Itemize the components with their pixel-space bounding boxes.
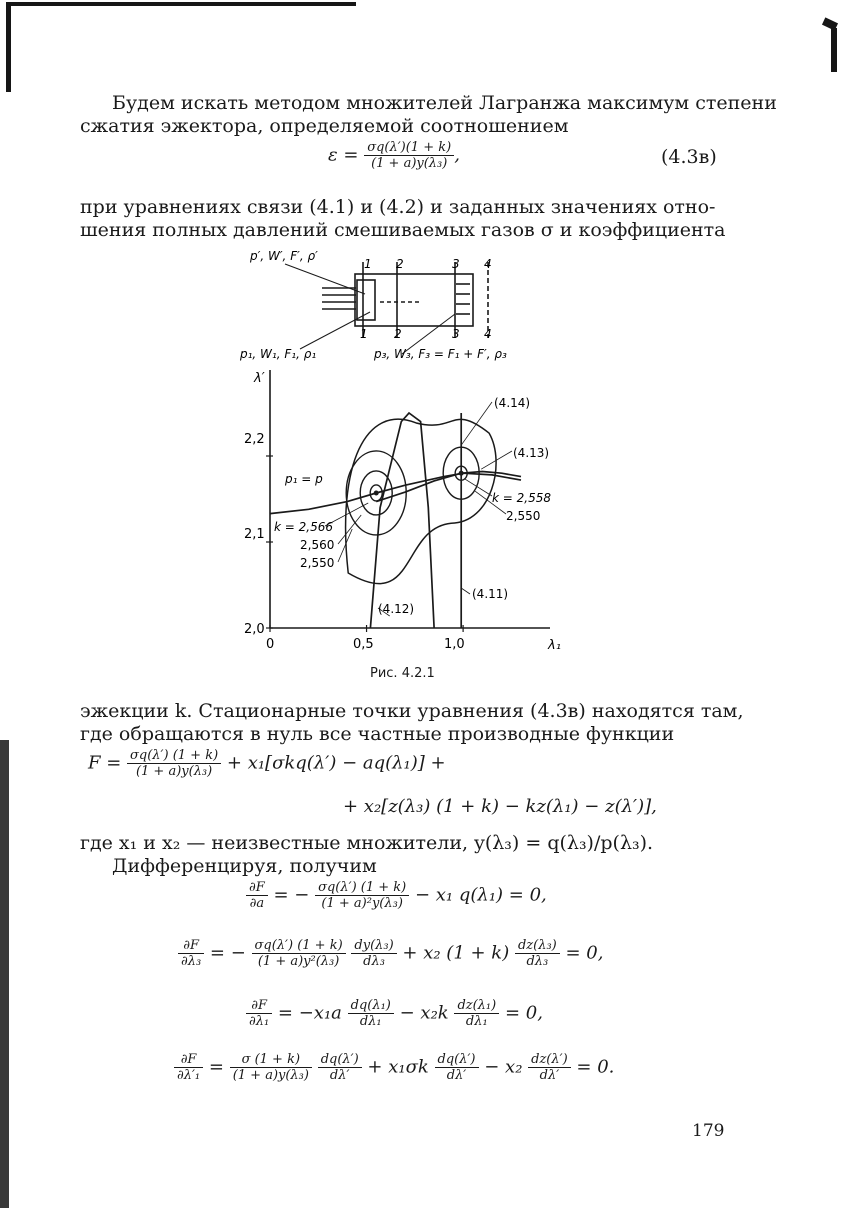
multipliers-line: где x₁ и x₂ — неизвестные множители, y(λ₃) = q(λ₃)/p(λ₃). xyxy=(80,832,654,854)
F-rest-1: + x₁[σkq(λ′) − aq(λ₁)] + xyxy=(226,752,446,774)
d2-num: ∂F xyxy=(178,938,204,954)
ejection-line1: эжекции k. Стационарные точки уравнения (4.3в) находятся там, xyxy=(80,700,744,722)
d4-num: ∂F xyxy=(174,1052,203,1068)
d2-mid: + x₂ (1 + k) xyxy=(402,942,510,964)
epsilon-numerator: σq(λ′)(1 + k) xyxy=(364,140,454,156)
derivative-dlambda3 xyxy=(178,938,603,969)
stationary-point-1 xyxy=(459,471,464,476)
scan-border-left xyxy=(6,2,11,92)
epsilon-tail: , xyxy=(454,144,460,166)
left-k-label-3: 2,550 xyxy=(300,556,335,570)
epsilon-lhs: ε = xyxy=(328,144,359,166)
lagrange-function-cont: + x₂[z(λ₃) (1 + k) − kz(λ₁) − z(λ′)], xyxy=(343,796,657,817)
figure-4-2-1 xyxy=(230,244,590,664)
F-numerator: σq(λ′) (1 + k) xyxy=(127,748,221,764)
d4-mid: + x₁σk xyxy=(367,1056,429,1078)
y-tick-2-0: 2,0 xyxy=(244,622,265,637)
d4-fnum: σ (1 + k) xyxy=(230,1052,312,1068)
d3-gnum: dz(λ₁) xyxy=(454,998,499,1014)
lagrange-function xyxy=(88,748,446,779)
left-k-label-2: 2,560 xyxy=(300,538,335,552)
series--4-12- xyxy=(370,413,434,628)
schematic-bottom-left: p₁, W₁, F₁, ρ₁ xyxy=(240,347,317,361)
d3-fnum: dq(λ₁) xyxy=(348,998,394,1014)
d3-fden: dλ₁ xyxy=(359,1014,382,1029)
d2-gden: dλ₃ xyxy=(363,954,385,969)
label-4-13: (4.13) xyxy=(513,446,550,460)
section-bottom-label-1: 1 xyxy=(360,327,368,341)
d2-gnum: dy(λ₃) xyxy=(351,938,396,954)
section-top-label-1: 1 xyxy=(364,257,372,271)
section-bottom-label-2: 2 xyxy=(394,327,402,341)
section-bottom-label-4: 4 xyxy=(484,327,492,341)
leader-top xyxy=(285,264,365,294)
d4-end: = 0. xyxy=(576,1056,615,1078)
d4-iden: dλ′ xyxy=(539,1068,560,1083)
d4-mid2: − x₂ xyxy=(484,1056,523,1078)
section-top-label-3: 3 xyxy=(452,257,460,271)
derivative-dlambda-prime xyxy=(174,1052,614,1083)
label-4-14: (4.14) xyxy=(494,396,531,410)
d1-fnum: σq(λ′) (1 + k) xyxy=(315,880,409,896)
x-tick-0: 0 xyxy=(266,637,275,652)
constraints-line2: шения полных давлений смешиваемых газов σ и коэффициента xyxy=(80,219,726,241)
d1-fden: (1 + a)²y(λ₃) xyxy=(321,896,403,911)
d2-eq: = − xyxy=(209,942,246,964)
d1-rest: − x₁ q(λ₁) = 0, xyxy=(414,884,547,906)
ejection-line2: где обращаются в нуль все частные производные функции xyxy=(80,723,675,745)
left-k-label-1: k = 2,566 xyxy=(274,520,333,534)
d4-gnum: dq(λ′) xyxy=(318,1052,362,1068)
derivative-dlambda1 xyxy=(246,998,543,1029)
x-axis-label: λ₁ xyxy=(548,638,561,653)
x-tick-1-0: 1,0 xyxy=(444,637,465,652)
d1-num: ∂F xyxy=(246,880,268,896)
d2-hnum: dz(λ₃) xyxy=(515,938,560,954)
series-4-14-contour xyxy=(346,419,497,584)
F-lhs: F = xyxy=(88,752,122,774)
d3-den: ∂λ₁ xyxy=(249,1014,270,1029)
label-4-11: (4.11) xyxy=(472,587,509,601)
stationary-point-0 xyxy=(374,490,379,495)
label-p1-equals-p: p₁ = p xyxy=(285,472,323,486)
label-4-12: (4.12) xyxy=(378,602,415,616)
intro-line2: сжатия эжектора, определяемой соотношением xyxy=(80,115,569,137)
d2-end: = 0, xyxy=(565,942,604,964)
d4-hnum: dq(λ′) xyxy=(435,1052,479,1068)
d1-den: ∂a xyxy=(249,896,265,911)
epsilon-denominator: (1 + a)y(λ₃) xyxy=(371,156,448,171)
scan-border-top xyxy=(6,2,356,6)
d4-eq: = xyxy=(208,1056,224,1078)
d4-hden: dλ′ xyxy=(446,1068,467,1083)
d4-gden: dλ′ xyxy=(329,1068,350,1083)
section-bottom-label-3: 3 xyxy=(452,327,460,341)
figure-caption: Рис. 4.2.1 xyxy=(370,666,435,681)
intro-line1: Будем искать методом множителей Лагранжа максимум степени xyxy=(112,92,777,114)
y-axis-label: λ′ xyxy=(254,371,265,386)
section-top-label-4: 4 xyxy=(484,257,492,271)
label-leader-7 xyxy=(461,588,470,594)
section-top-label-2: 2 xyxy=(396,257,404,271)
d4-inum: dz(λ′) xyxy=(528,1052,571,1068)
scan-corner-right-2 xyxy=(831,28,837,72)
equation-number-4-3v: (4.3в) xyxy=(661,146,717,168)
x-tick-0-5: 0,5 xyxy=(353,637,374,652)
d4-den: ∂λ′₁ xyxy=(177,1068,201,1083)
d4-fden: (1 + a)y(λ₃) xyxy=(232,1068,309,1083)
schematic-bottom-right: p₃, W₃, F₃ = F₁ + F′, ρ₃ xyxy=(374,347,507,361)
label-leader-6 xyxy=(461,402,492,445)
right-k-label-1: k = 2,558 xyxy=(492,491,551,505)
F-denominator: (1 + a)y(λ₃) xyxy=(135,764,213,779)
scan-edge-left xyxy=(0,740,9,1208)
d3-gden: dλ₁ xyxy=(465,1014,488,1029)
derivative-da xyxy=(246,880,547,911)
d2-fnum: σq(λ′) (1 + k) xyxy=(252,938,346,954)
d3-num: ∂F xyxy=(246,998,272,1014)
right-k-label-2: 2,550 xyxy=(506,509,541,523)
d2-hden: dλ₃ xyxy=(526,954,549,969)
d2-fden: (1 + a)y²(λ₃) xyxy=(257,954,340,969)
d2-den: ∂λ₃ xyxy=(181,954,202,969)
page-number: 179 xyxy=(692,1121,725,1141)
label-leader-1 xyxy=(338,515,361,544)
epsilon-equation xyxy=(328,140,460,171)
y-tick-2-2: 2,2 xyxy=(244,432,265,447)
d3-end: = 0, xyxy=(504,1002,543,1024)
schematic-top-label: p′, W′, F′, ρ′ xyxy=(250,249,318,263)
d1-eq: = − xyxy=(273,884,310,906)
d3-eq: = −x₁a xyxy=(277,1002,342,1024)
d3-mid: − x₂k xyxy=(399,1002,449,1024)
differentiating-line: Дифференцируя, получим xyxy=(112,855,377,877)
y-tick-2-1: 2,1 xyxy=(244,527,265,542)
constraints-line1: при уравнениях связи (4.1) и (4.2) и заданных значениях отно- xyxy=(80,196,716,218)
